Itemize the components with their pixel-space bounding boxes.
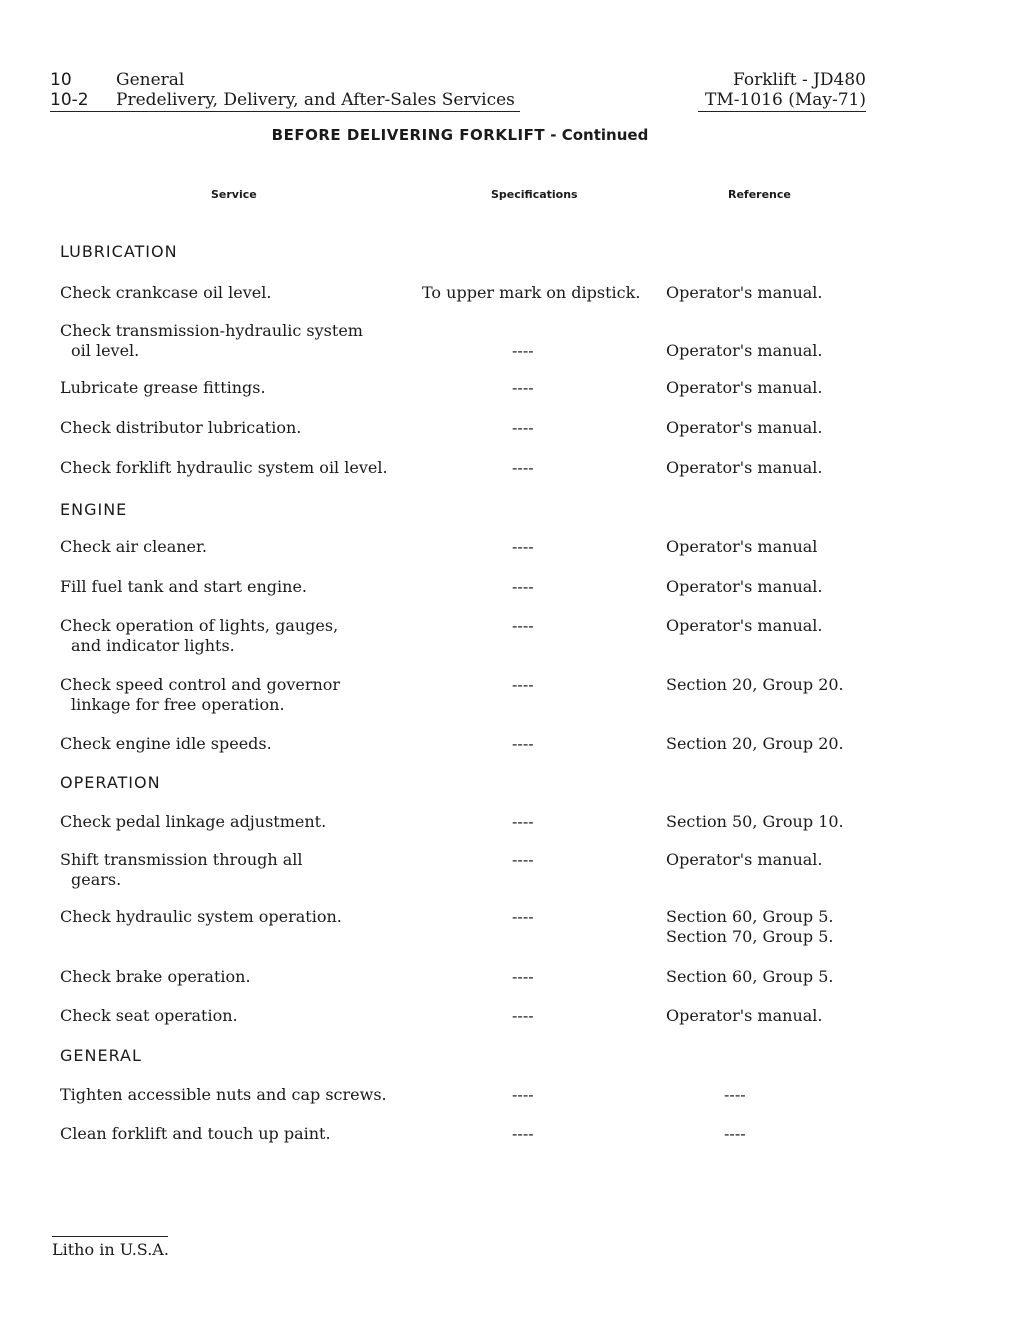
service-text: Check operation of lights, gauges, bbox=[60, 616, 339, 635]
service-text-continued: oil level. bbox=[71, 341, 140, 360]
footer-imprint: Litho in U.S.A. bbox=[52, 1240, 169, 1259]
service-text: Check speed control and governor bbox=[60, 675, 341, 694]
footer-divider bbox=[52, 1236, 168, 1237]
section-heading-lubrication: LUBRICATION bbox=[60, 242, 178, 261]
column-header-specifications: Specifications bbox=[491, 188, 578, 201]
service-text: Check distributor lubrication. bbox=[60, 418, 302, 437]
reference-cell: Operator's manual. bbox=[666, 283, 823, 302]
reference-cell: Operator's manual. bbox=[666, 577, 823, 596]
spec-cell: ---- bbox=[512, 734, 534, 753]
reference-cell: Operator's manual. bbox=[666, 418, 823, 437]
service-cell bbox=[60, 812, 410, 832]
reference-cell: Section 60, Group 5. bbox=[666, 967, 834, 986]
reference-cell: Operator's manual bbox=[666, 537, 818, 556]
service-text: Clean forklift and touch up paint. bbox=[60, 1124, 331, 1143]
service-cell bbox=[60, 537, 410, 557]
spec-cell: To upper mark on dipstick. bbox=[422, 283, 641, 302]
reference-cell: ---- bbox=[724, 1124, 746, 1143]
service-text: Tighten accessible nuts and cap screws. bbox=[60, 1085, 387, 1104]
spec-cell: ---- bbox=[512, 850, 534, 869]
spec-cell: ---- bbox=[512, 418, 534, 437]
service-text: Check seat operation. bbox=[60, 1006, 238, 1025]
chapter-number: 10 bbox=[50, 70, 72, 90]
service-text: Check hydraulic system operation. bbox=[60, 907, 342, 926]
reference-cell: Section 20, Group 20. bbox=[666, 734, 844, 753]
header-right bbox=[698, 70, 866, 112]
service-cell bbox=[60, 907, 410, 927]
service-cell bbox=[60, 321, 410, 361]
service-cell bbox=[60, 1085, 420, 1105]
page-title-main: BEFORE DELIVERING FORKLIFT bbox=[271, 126, 546, 144]
spec-cell: ---- bbox=[512, 341, 534, 360]
section-title: Predelivery, Delivery, and After-Sales Services bbox=[116, 90, 515, 110]
section-heading-general: GENERAL bbox=[60, 1046, 142, 1065]
service-cell bbox=[60, 967, 410, 987]
manual-product: Forklift - JD480 bbox=[733, 70, 866, 90]
spec-cell: ---- bbox=[512, 907, 534, 926]
service-text: Check air cleaner. bbox=[60, 537, 207, 556]
page-title-suffix: - Continued bbox=[545, 126, 649, 144]
reference-cell: Operator's manual. bbox=[666, 1006, 823, 1025]
service-text: Check crankcase oil level. bbox=[60, 283, 272, 302]
spec-cell: ---- bbox=[512, 1006, 534, 1025]
service-text: Check engine idle speeds. bbox=[60, 734, 272, 753]
reference-cell: ---- bbox=[724, 1085, 746, 1104]
service-text-continued: and indicator lights. bbox=[71, 636, 235, 655]
column-header-reference: Reference bbox=[728, 188, 791, 201]
spec-cell: ---- bbox=[512, 812, 534, 831]
reference-text: Section 60, Group 5. bbox=[666, 907, 834, 926]
service-cell bbox=[60, 577, 410, 597]
section-heading-operation: OPERATION bbox=[60, 773, 161, 792]
service-cell bbox=[60, 1006, 410, 1026]
service-cell bbox=[60, 850, 410, 890]
spec-cell: ---- bbox=[512, 577, 534, 596]
reference-cell: Operator's manual. bbox=[666, 341, 823, 360]
spec-cell: ---- bbox=[512, 616, 534, 635]
header-chapter-row bbox=[50, 70, 520, 90]
service-cell bbox=[60, 418, 410, 438]
service-text-continued: gears. bbox=[71, 870, 122, 889]
service-text: Check forklift hydraulic system oil level. bbox=[60, 458, 388, 477]
service-text: Fill fuel tank and start engine. bbox=[60, 577, 307, 596]
reference-cell: Section 20, Group 20. bbox=[666, 675, 844, 694]
column-header-service: Service bbox=[211, 188, 257, 201]
service-text: Check brake operation. bbox=[60, 967, 251, 986]
service-cell bbox=[60, 675, 410, 715]
service-cell bbox=[60, 1124, 410, 1144]
spec-cell: ---- bbox=[512, 1124, 534, 1143]
section-number: 10-2 bbox=[50, 90, 89, 110]
spec-cell: ---- bbox=[512, 537, 534, 556]
spec-cell: ---- bbox=[512, 967, 534, 986]
spec-cell: ---- bbox=[512, 675, 534, 694]
chapter-title: General bbox=[116, 70, 185, 90]
service-cell bbox=[60, 616, 410, 656]
reference-cell: Operator's manual. bbox=[666, 378, 823, 397]
service-cell bbox=[60, 734, 410, 754]
service-text-continued: linkage for free operation. bbox=[71, 695, 285, 714]
spec-cell: ---- bbox=[512, 458, 534, 477]
spec-cell: ---- bbox=[512, 1085, 534, 1104]
reference-cell: Section 50, Group 10. bbox=[666, 812, 844, 831]
reference-cell: Operator's manual. bbox=[666, 458, 823, 477]
page-title bbox=[0, 126, 920, 144]
service-text: Check transmission-hydraulic system bbox=[60, 321, 363, 340]
service-text: Check pedal linkage adjustment. bbox=[60, 812, 327, 831]
reference-cell: Operator's manual. bbox=[666, 616, 823, 635]
service-cell bbox=[60, 283, 410, 303]
header-section-row bbox=[50, 90, 520, 112]
section-heading-engine: ENGINE bbox=[60, 500, 128, 519]
service-text: Shift transmission through all bbox=[60, 850, 303, 869]
spec-cell: ---- bbox=[512, 378, 534, 397]
header-left bbox=[50, 70, 520, 112]
reference-text-continued: Section 70, Group 5. bbox=[666, 927, 834, 946]
reference-cell: Operator's manual. bbox=[666, 850, 823, 869]
reference-cell bbox=[666, 907, 926, 947]
service-cell bbox=[60, 458, 420, 478]
service-cell bbox=[60, 378, 410, 398]
service-text: Lubricate grease fittings. bbox=[60, 378, 266, 397]
manual-code: TM-1016 (May-71) bbox=[698, 90, 866, 112]
